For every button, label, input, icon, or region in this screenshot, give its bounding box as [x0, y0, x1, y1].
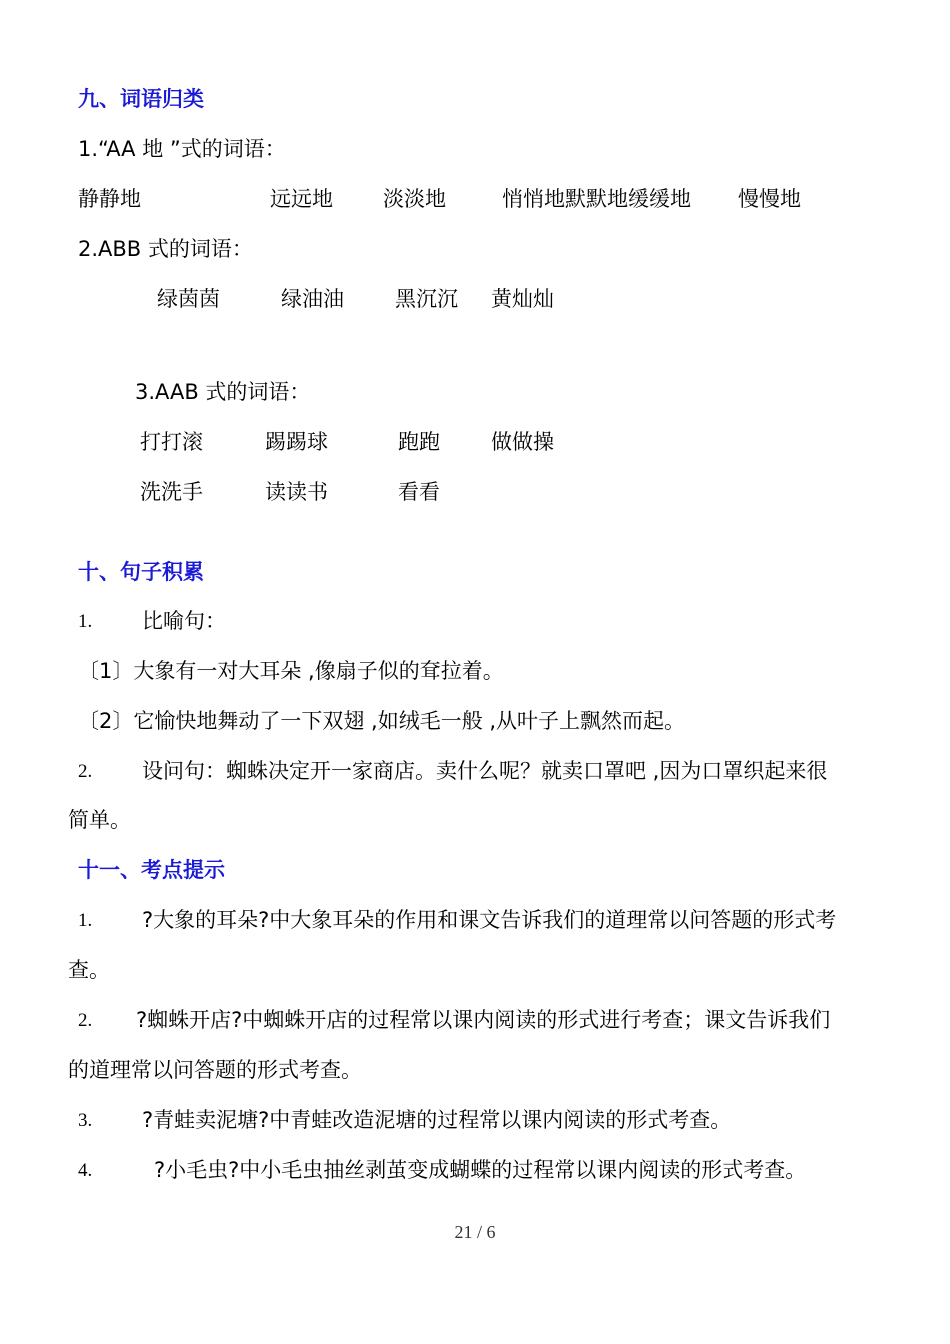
exam-tip-line: ?蜘蛛开店?中蜘蛛开店的过程常以课内阅读的形式进行考查；课文告诉我们 [136, 1008, 831, 1032]
section-9-title: 九、词语归类 [78, 87, 204, 111]
list-number: 1. [78, 611, 93, 632]
aa-word: 远远地 [270, 187, 333, 211]
abb-word: 黑沉沉 [395, 287, 458, 311]
exam-tip-line: ?青蛙卖泥塘?中青蛙改造泥塘的过程常以课内阅读的形式考查。 [142, 1108, 732, 1132]
aab-word: 读读书 [265, 480, 328, 504]
list-number: 3. [78, 1110, 93, 1131]
list-number: 2. [78, 1010, 93, 1031]
page-number: 21 / 6 [454, 1222, 496, 1242]
exam-tip-line: ?大象的耳朵?中大象耳朵的作用和课文告诉我们的道理常以问答题的形式考 [142, 908, 837, 932]
abb-word: 绿油油 [281, 287, 344, 311]
aab-word: 洗洗手 [140, 480, 203, 504]
exam-tip-line: 查。 [68, 958, 110, 982]
simile-example-1: 〔1〕大象有一对大耳朵 ,像扇子似的耷拉着。 [78, 659, 504, 683]
aab-word: 跑跑 [398, 430, 440, 454]
simile-example-2: 〔2〕它愉快地舞动了一下双翅 ,如绒毛一般 ,从叶子上飘然而起。 [78, 709, 686, 733]
aa-word: 慢慢地 [738, 187, 801, 211]
aab-word: 打打滚 [140, 430, 203, 454]
list-number: 4. [78, 1160, 93, 1181]
abb-word: 黄灿灿 [491, 287, 554, 311]
exam-tip-line: ?小毛虫?中小毛虫抽丝剥茧变成蝴蝶的过程常以课内阅读的形式考查。 [154, 1158, 807, 1182]
abb-heading: 2.ABB 式的词语： [78, 237, 253, 261]
simile-label: 比喻句： [142, 609, 226, 633]
section-10-title: 十、句子积累 [78, 560, 204, 584]
list-number: 1. [78, 910, 93, 931]
aa-heading: 1.“AA 地 ”式的词语： [78, 137, 286, 161]
abb-word: 绿茵茵 [157, 287, 220, 311]
exam-tip-line: 的道理常以问答题的形式考查。 [68, 1058, 362, 1082]
aa-word: 淡淡地 [383, 187, 446, 211]
list-number: 2. [78, 761, 93, 782]
rhetorical-question-line: 简单。 [68, 808, 131, 832]
aa-word: 静静地 [78, 187, 141, 211]
aab-heading: 3.AAB 式的词语： [135, 380, 311, 404]
section-11-title: 十一、考点提示 [78, 858, 225, 882]
aa-word: 悄悄地默默地缓缓地 [502, 187, 691, 211]
aab-word: 看看 [398, 480, 440, 504]
aab-word: 踢踢球 [265, 430, 328, 454]
rhetorical-question-line: 设问句：蜘蛛决定开一家商店。卖什么呢？就卖口罩吧 ,因为口罩织起来很 [142, 759, 828, 783]
aab-word: 做做操 [491, 430, 554, 454]
